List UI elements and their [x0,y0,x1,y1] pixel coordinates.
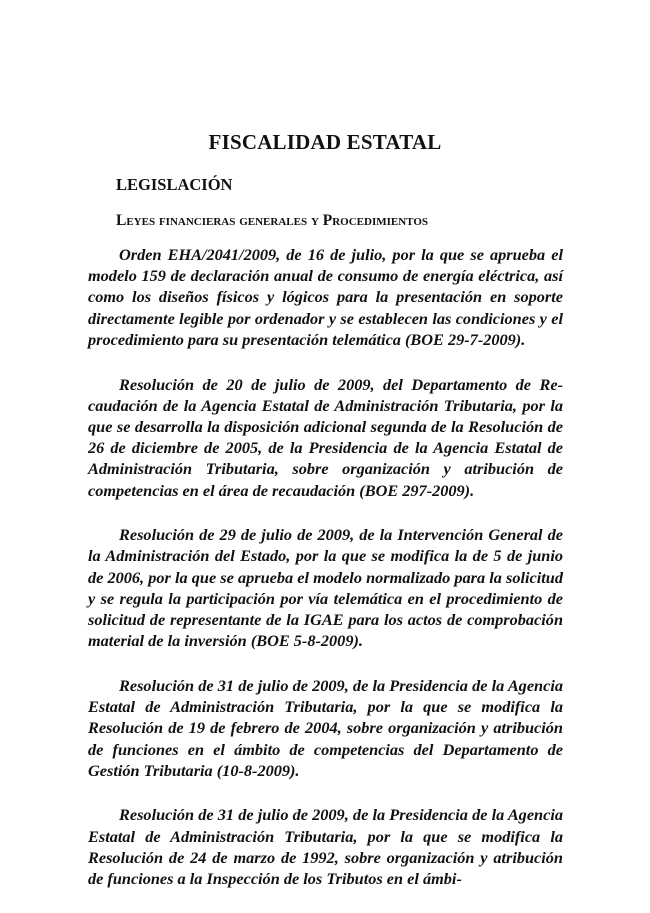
legislation-entry: Resolución de 31 de julio de 2009, de la Presidencia de la Agencia Estatal de Administración Tributaria, por la que se modifica la Resolución de 19 de febrero de 2004, sobre organización y atribución de funciones en el ámbito de competencias del Departamento de Gestión Tributaria (10-8-2009). [88,675,563,780]
legislation-entry: Resolución de 31 de julio de 2009, de la Presidencia de la Agencia Estatal de Administración Tributaria, por la que se modifica la Resolución de 24 de marzo de 1992, sobre organización y atribución de funciones a la Inspección de los Tributos en el ámbi- [88,805,563,889]
legislation-entry: Resolución de 29 de julio de 2009, de la Intervención General de la Administración del Estado, por la que se modifica la de 5 de junio de 2006, por la que se aprueba el modelo normalizado para la solicitud y se regula la participación por vía telemática en el procedimiento de solicitud de representante de la IGAE para los actos de comprobación material de la inversión (BOE 5-8-2009). [88,525,563,651]
legislation-entry: Orden EHA/2041/2009, de 16 de julio, por la que se aprueba el modelo 159 de declaración anual de consumo de energía eléctrica, así como los diseños físicos y lógicos para la presentación en soporte directamente legible por ordenador y se establecen las condiciones y el procedimiento para su presentación telemática (BOE 29-7-2009). [88,245,563,349]
section-heading: LEGISLACIÓN [116,175,233,194]
legislation-entry: Resolución de 20 de julio de 2009, del Departamento de Recaudación de la Agencia Estatal de Administración Tributaria, por la que se desarrolla la disposición adicional segunda de la Resolución de 26 de diciembre de 2005, de la Presidencia de la Agencia Estatal de Administración Tributaria, sobre organización y atribución de competencias en el área de recaudación (BOE 297-2009). [88,374,563,500]
subsection-heading: Leyes financieras generales y Procedimientos [116,212,428,229]
page-title: FISCALIDAD ESTATAL [208,130,442,154]
legislation-list [88,244,563,913]
